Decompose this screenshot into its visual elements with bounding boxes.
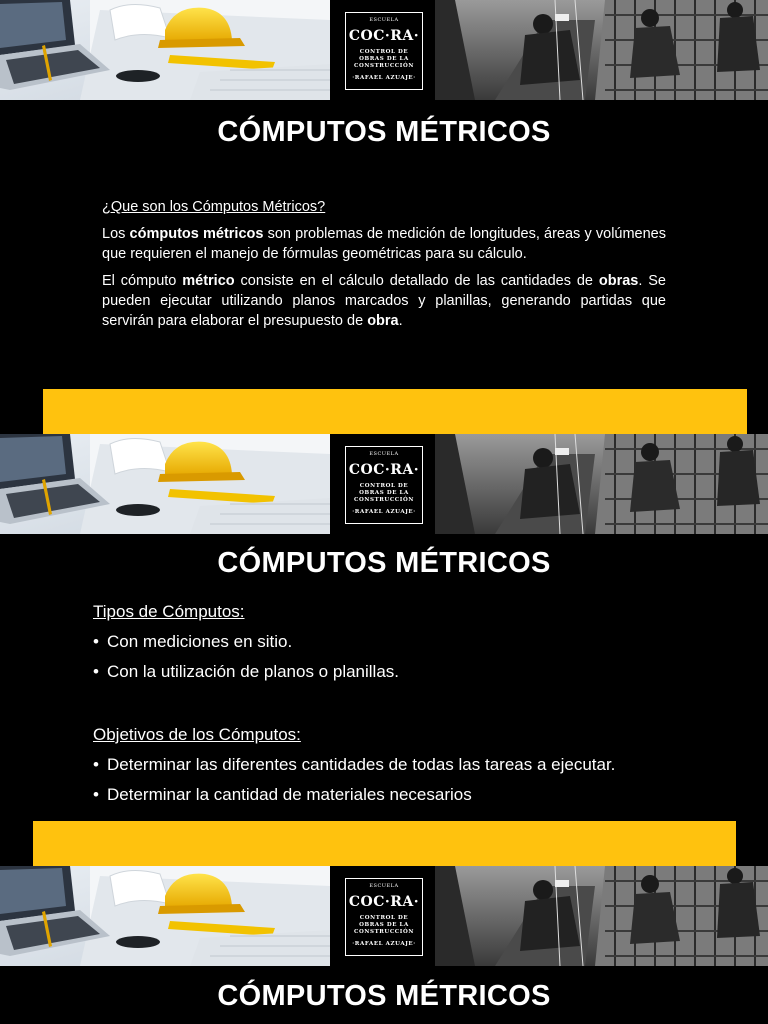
slide-1: [0, 0, 768, 434]
logo-sub-line: CONTROL DE: [359, 915, 409, 921]
paragraph-2: El cómputo métrico consiste en el cálculo detallado de las cantidades de obras. Se pueden ejecutar utilizando planos marcados y planillas, generando partidas que servirán para elaborar el presupuesto de obra.: [102, 273, 666, 329]
page-title: CÓMPUTOS MÉTRICOS: [217, 116, 551, 148]
construction-photo: [435, 434, 768, 534]
bullet: •: [93, 632, 99, 651]
logo-sub-line: CONTROL DE: [359, 483, 409, 489]
construction-photo: [435, 866, 768, 966]
school-logo: [345, 446, 423, 524]
types-heading: Tipos de Cómputos:: [93, 602, 245, 621]
logo-author: ·RAFAEL AZUAJE·: [352, 509, 416, 515]
desk-photo: [0, 434, 330, 534]
logo-sub-line: OBRAS DE LA: [359, 922, 409, 928]
bullet: •: [93, 785, 99, 804]
list-item: • Con mediciones en sitio.: [93, 632, 293, 651]
school-logo: [345, 12, 423, 90]
objectives-section: [93, 724, 733, 814]
bullet: •: [93, 662, 99, 681]
logo-sub-line: OBRAS DE LA: [359, 56, 409, 62]
logo-top-text: ESCUELA: [369, 451, 399, 457]
list-item: • Determinar la cantidad de materiales necesarios: [93, 785, 472, 804]
desk-photo: [0, 0, 330, 100]
accent-bar: [33, 821, 736, 866]
logo-sub-line: CONSTRUCCIÓN: [354, 929, 414, 935]
school-logo: [345, 878, 423, 956]
list-item: • Determinar las diferentes cantidades de todas las tareas a ejecutar.: [93, 755, 616, 774]
accent-bar: [43, 389, 747, 434]
logo-author: ·RAFAEL AZUAJE·: [352, 941, 416, 947]
page-title: CÓMPUTOS MÉTRICOS: [217, 547, 551, 579]
desk-photo: [0, 866, 330, 966]
definition-text: [102, 197, 666, 338]
slide-2: [0, 434, 768, 866]
slide-banner: [0, 0, 768, 100]
logo-top-text: ESCUELA: [369, 17, 399, 23]
logo-name: COC·RA·: [348, 28, 420, 44]
list-item: • Con la utilización de planos o planillas.: [93, 662, 400, 681]
question-heading: ¿Que son los Cómputos Métricos?: [102, 199, 326, 215]
logo-sub-line: CONSTRUCCIÓN: [354, 497, 414, 503]
types-section: [93, 601, 733, 691]
logo-name: COC·RA·: [348, 894, 420, 910]
slide-3: [0, 866, 768, 1024]
bullet: •: [93, 755, 99, 774]
logo-sub-line: OBRAS DE LA: [359, 490, 409, 496]
logo-top-text: ESCUELA: [369, 883, 399, 889]
logo-sub-line: CONTROL DE: [359, 49, 409, 55]
construction-photo: [435, 0, 768, 100]
paragraph-1: Los cómputos métricos son problemas de medición de longitudes, áreas y volúmenes que requieren el manejo de fórmulas geométricas para su cálculo.: [102, 226, 666, 262]
objectives-heading: Objetivos de los Cómputos:: [93, 725, 301, 744]
slide-banner: [0, 866, 768, 966]
slide-banner: [0, 434, 768, 534]
logo-name: COC·RA·: [348, 462, 420, 478]
logo-author: ·RAFAEL AZUAJE·: [352, 75, 416, 81]
page-title: CÓMPUTOS MÉTRICOS: [217, 980, 551, 1012]
logo-sub-line: CONSTRUCCIÓN: [354, 63, 414, 69]
